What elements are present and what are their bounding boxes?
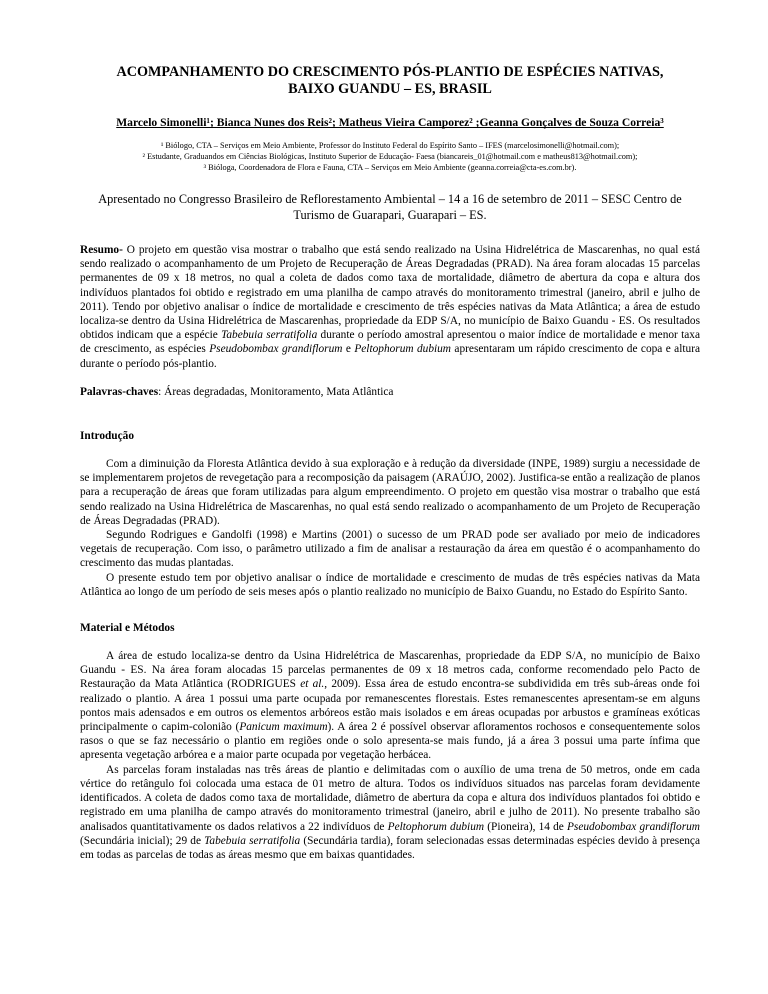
keywords-text: : Áreas degradadas, Monitoramento, Mata Atlântica <box>158 385 394 398</box>
affiliation-2: ² Estudante, Graduandos em Ciências Biológicas, Instituto Superior de Educação- Faesa (biancareis_01@hotmail.com e matheus813@hotmail.com); <box>142 152 638 161</box>
methods-p1-text-a: A área de estudo localiza-se dentro da Usina Hidrelétrica de Mascarenhas, propriedade da EDP S/A, no município de Baixo Guandu - ES. Na área foram alocadas 15 parcelas permanentes de 09 x 18 metros cada, conforme recomendado pelo Pacto de Restauração da Mata Atlântica (RODRIGUES <box>80 650 700 691</box>
affiliation-1: ¹ Biólogo, CTA – Serviços em Meio Ambiente, Professor do Instituto Federal do Espírito Santo – IFES (marcelosimonelli@hotmail.com); <box>160 141 620 150</box>
keywords <box>80 385 700 399</box>
species-tabebuia-2: Tabebuia serratifolia <box>204 834 301 847</box>
methods-p2-text-e: (Secundária inicial); 29 de <box>80 834 205 847</box>
abstract-text-2: durante o período amostral apresentou o maior índice de mortalidade e menor taxa de crescimento, as espécies <box>80 329 700 356</box>
methods-p1-text-e: ). A área 2 é possível observar afloramentos rochosos e consequentemente solos rasos o que se faz necessário o plantio em regiões onde o solo apresenta-se mais fundo, já a área 3 possui uma parte ínfima que apresenta vegetação arbórea e a maior parte ocupada por vegetação herbácea. <box>80 721 700 762</box>
species-pseudobombax: Pseudobombax grandiflorum <box>209 343 343 356</box>
abstract-label: Resumo- <box>80 244 123 256</box>
methods-paragraph-1 <box>80 649 700 763</box>
abstract-text-1: O projeto em questão visa mostrar o trabalho que está sendo realizado na Usina Hidrelétrica de Mascarenhas, no qual está sendo realizado o acompanhamento de um Projeto de Recuperação de Áreas Degradadas (PRAD). Na área foram alocadas 15 parcelas permanentes de 09 x 18 metros, no qual a coleta de dados como taxa de mortalidade, diâmetro de abertura da copa e altura dos indivíduos plantados foi obtido e registrado em uma planilha de campo através do monitoramento trimestral (janeiro, abril e julho de 2011). Tendo por objetivo analisar o índice de mortalidade e crescimento de três espécies nativas da Mata Atlântica; a área de estudo localiza-se dentro da Usina Hidrelétrica de Mascarenhas, propriedade da EDP S/A, no município de Baixo Guandu - ES. Os resultados obtidos indicam que a espécie <box>80 244 700 342</box>
methods-p1-etal: et al. <box>300 678 325 691</box>
affiliation-3: ³ Bióloga, Coordenadora de Flora e Fauna, CTA – Serviços em Meio Ambiente (geanna.correia@cta-es.com.br). <box>203 163 577 172</box>
presentation-note: Apresentado no Congresso Brasileiro de Reflorestamento Ambiental – 14 a 16 de setembro de 2011 – SESC Centro de Turismo de Guarapari, Guarapari – ES. <box>98 192 682 222</box>
intro-paragraph-1: Com a diminuição da Floresta Atlântica devido à sua exploração e à redução da diversidade (INPE, 1989) surgiu a necessidade de se implementarem projetos de revegetação para a recomposição da paisagem (ARAÚJO, 2002). Justifica-se então a realização de planos para a recuperação de áreas que foram utilizadas para algum empreendimento. O projeto em questão visa mostrar o trabalho que está sendo realizado na Usina Hidrelétrica de Mascarenhas, no qual está sendo realizado o acompanhamento de um Projeto de Recuperação de Áreas Degradadas (PRAD). <box>80 458 700 527</box>
intro-paragraph-2: Segundo Rodrigues e Gandolfi (1998) e Martins (2001) o sucesso de um PRAD pode ser avaliado por meio de indicadores vegetais de recuperação. Com isso, o parâmetro utilizado a fim de analisar a restauração da área em questão é o acompanhamento do crescimento das mudas plantadas. <box>80 529 700 570</box>
abstract-text-3: e <box>342 343 355 356</box>
species-tabebuia: Tabebuia serratifolia <box>221 329 318 342</box>
intro-paragraph-3: O presente estudo tem por objetivo analisar o índice de mortalidade e crescimento de mudas de três espécies nativas da Mata Atlântica ao longo de um período de seis meses após o plantio realizado no município de Baixo Guandu, no Estado do Espírito Santo. <box>80 571 700 598</box>
methods-p2-text-c: (Pioneira), 14 de <box>484 820 567 833</box>
section-heading-introduction: Introdução <box>80 430 134 443</box>
abstract <box>80 243 700 371</box>
abstract-text-4: apresentaram um rápido crescimento de copa e altura durante o período pós-plantio. <box>80 343 701 370</box>
species-peltophorum: Peltophorum dubium <box>354 343 452 356</box>
title-line-2: BAIXO GUANDU – ES, BRASIL <box>288 81 492 97</box>
species-pseudobombax-2: Pseudobombax grandiflorum <box>567 820 700 833</box>
species-peltophorum-2: Peltophorum dubium <box>387 820 485 833</box>
methods-p1-text-c: , 2009). Essa área de estudo encontra-se subdividida em três sub-áreas onde foi realizado o plantio. A área 1 possui uma parte ocupada por remanescentes florestais. Estes remanescentes apresentam-se em alguns pontos mais adensados e em outros os elementos arbóreos estão mais isolados e em áreas ocupadas por arbustos e gramíneas exóticas principalmente o capim-colonião ( <box>80 678 701 734</box>
methods-paragraph-2 <box>80 763 700 862</box>
methods-p2-text-a: As parcelas foram instaladas nas três áreas de plantio e delimitadas com o auxílio de uma trena de 50 metros, onde em cada vértice do retângulo foi colocada uma estaca de 01 metro de altura. Todos os indivíduos situados nas parcelas foram devidamente identificados. A coleta de dados como taxa de mortalidade, diâmetro de abertura da copa e altura dos indivíduos plantados foi obtido e registrado em uma planilha de campo através do monitoramento trimestral (janeiro, abril e julho de 2011). No presente trabalho são analisados quantitativamente os dados relativos a 22 indivíduos de <box>80 763 700 833</box>
author-list: Marcelo Simonelli¹; Bianca Nunes dos Reis²; Matheus Vieira Camporez² ;Geanna Gonçalves de Souza Correia³ <box>116 116 664 129</box>
paper-title <box>80 64 700 98</box>
keywords-label: Palavras-chaves <box>80 385 159 398</box>
title-line-1: ACOMPANHAMENTO DO CRESCIMENTO PÓS-PLANTIO DE ESPÉCIES NATIVAS, <box>116 64 664 80</box>
methods-p2-text-g: (Secundária tardia), foram selecionadas essas determinadas espécies devido à presença em todas as parcelas de todas as áreas mesmo que em baixas quantidades. <box>80 834 700 861</box>
section-heading-methods: Material e Métodos <box>80 622 175 635</box>
species-panicum: Panicum maximum <box>239 721 328 734</box>
